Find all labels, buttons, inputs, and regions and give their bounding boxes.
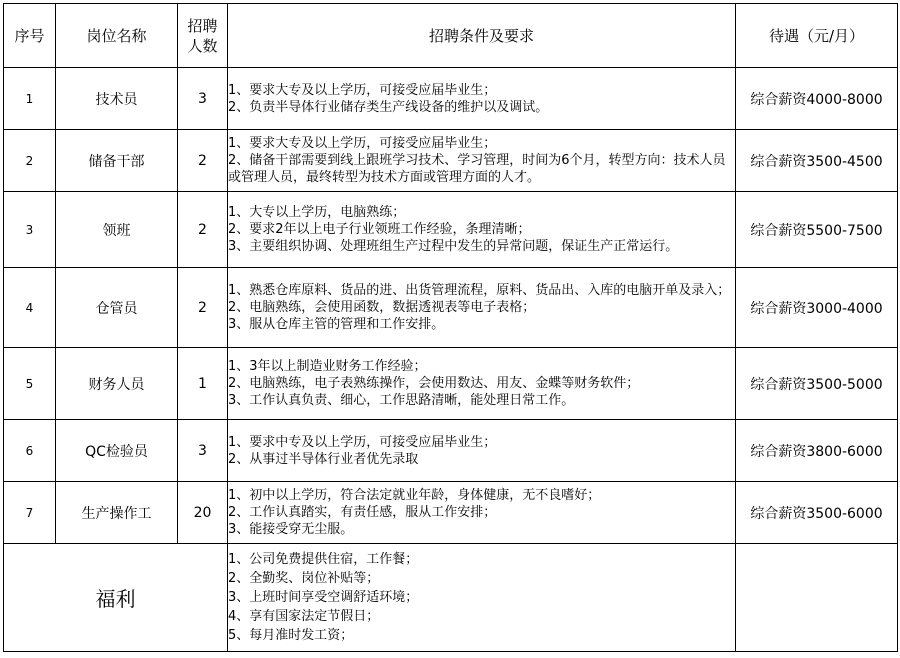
row-salary: 综合薪资4000-8000: [736, 68, 898, 130]
recruitment-table: [3, 3, 898, 652]
row-count: 2: [178, 268, 228, 348]
requirement-line: 2、负责半导体行业储存类生产线设备的维护以及调试。: [228, 99, 549, 115]
row-count: 2: [178, 192, 228, 268]
header-position: 岗位名称: [56, 4, 178, 68]
benefits-title: 福利: [4, 544, 228, 652]
row-count: 20: [178, 482, 228, 544]
row-count: 3: [178, 68, 228, 130]
header-requirements: 招聘条件及要求: [228, 4, 736, 68]
row-seq: 2: [4, 130, 56, 192]
header-seq: 序号: [4, 4, 56, 68]
row-position: 仓管员: [56, 268, 178, 348]
row-salary: 综合薪资3500-6000: [736, 482, 898, 544]
table-row: [4, 268, 898, 348]
requirement-line: 2、工作认真踏实，有责任感，服从工作安排；: [228, 505, 497, 520]
row-requirements: [228, 420, 736, 482]
row-requirements: [228, 268, 736, 348]
requirement-line: 2、从事过半导体行业者优先录取: [228, 451, 419, 467]
row-seq: 1: [4, 68, 56, 130]
requirement-line: 1、大专以上学历，电脑熟练；: [228, 205, 406, 220]
table-row: [4, 68, 898, 130]
row-seq: 4: [4, 268, 56, 348]
row-position: 技术员: [56, 68, 178, 130]
row-position: 生产操作工: [56, 482, 178, 544]
row-seq: 6: [4, 420, 56, 482]
row-salary: 综合薪资3500-4500: [736, 130, 898, 192]
table-row: [4, 420, 898, 482]
requirement-line: 1、要求大专及以上学历，可接受应届毕业生；: [228, 82, 497, 98]
row-salary: 综合薪资3500-5000: [736, 348, 898, 420]
requirement-line: 1、要求中专及以上学历，可接受应届毕业生；: [228, 434, 497, 450]
row-salary: 综合薪资5500-7500: [736, 192, 898, 268]
row-count: 3: [178, 420, 228, 482]
header-count-line1: 招聘: [187, 16, 218, 35]
requirement-line: 1、要求大专及以上学历，可接受应届毕业生；: [228, 136, 497, 151]
row-count: 1: [178, 348, 228, 420]
header-salary: 待遇（元/月）: [736, 4, 898, 68]
row-requirements: [228, 192, 736, 268]
header-count: [178, 4, 228, 68]
benefits-list: [228, 544, 736, 652]
benefit-item: 3、上班时间享受空调舒适环境；: [228, 590, 419, 605]
benefit-item: 1、公司免费提供住宿，工作餐；: [228, 552, 419, 567]
requirement-line: 1、初中以上学历，符合法定就业年龄，身体健康，无不良嗜好；: [228, 488, 601, 503]
row-seq: 5: [4, 348, 56, 420]
benefit-item: 2、全勤奖、岗位补贴等；: [228, 571, 380, 586]
requirement-line: 3、工作认真负责、细心，工作思路清晰，能处理日常工作。: [228, 393, 575, 408]
row-position: 储备干部: [56, 130, 178, 192]
table-row: [4, 192, 898, 268]
row-salary: 综合薪资3000-4000: [736, 268, 898, 348]
row-requirements: [228, 130, 736, 192]
benefit-item: 4、享有国家法定节假日；: [228, 609, 380, 624]
benefits-empty-cell: [736, 544, 898, 652]
row-salary: 综合薪资3800-6000: [736, 420, 898, 482]
row-count: 2: [178, 130, 228, 192]
row-position: QC检验员: [56, 420, 178, 482]
row-seq: 7: [4, 482, 56, 544]
table-row: [4, 482, 898, 544]
benefit-item: 5、每月准时发工资；: [228, 628, 354, 643]
header-row: [4, 4, 898, 68]
row-seq: 3: [4, 192, 56, 268]
benefits-row: [4, 544, 898, 652]
row-requirements: [228, 482, 736, 544]
header-count-line2: 人数: [187, 36, 218, 55]
table-row: [4, 348, 898, 420]
requirement-line: 3、主要组织协调、处理班组生产过程中发生的异常问题，保证生产正常运行。: [228, 239, 679, 254]
row-requirements: [228, 68, 736, 130]
requirement-line: 3、能接受穿无尘服。: [228, 522, 354, 537]
requirement-line: 2、电脑熟练，电子表熟练操作，会使用数达、用友、金蝶等财务软件；: [228, 376, 640, 391]
table-row: [4, 130, 898, 192]
requirement-line: 1、3年以上制造业财务工作经验；: [228, 359, 427, 374]
row-position: 领班: [56, 192, 178, 268]
requirement-line: 1、熟悉仓库原料、货品的进、出货管理流程，原料、货品出、入库的电脑开单及录入；: [228, 283, 731, 298]
requirement-line: 2、要求2年以上电子行业领班工作经验，条理清晰；: [228, 222, 531, 237]
requirement-line: 3、服从仓库主管的管理和工作安排。: [228, 317, 445, 332]
requirement-line: 2、电脑熟练，会使用函数，数据透视表等电子表格；: [228, 300, 536, 315]
requirement-line: 2、储备干部需要到线上跟班学习技术、学习管理，时间为6个月，转型方向：技术人员或管理人员，最终转型为技术方面或管理方面的人才。: [228, 153, 726, 185]
row-position: 财务人员: [56, 348, 178, 420]
row-requirements: [228, 348, 736, 420]
